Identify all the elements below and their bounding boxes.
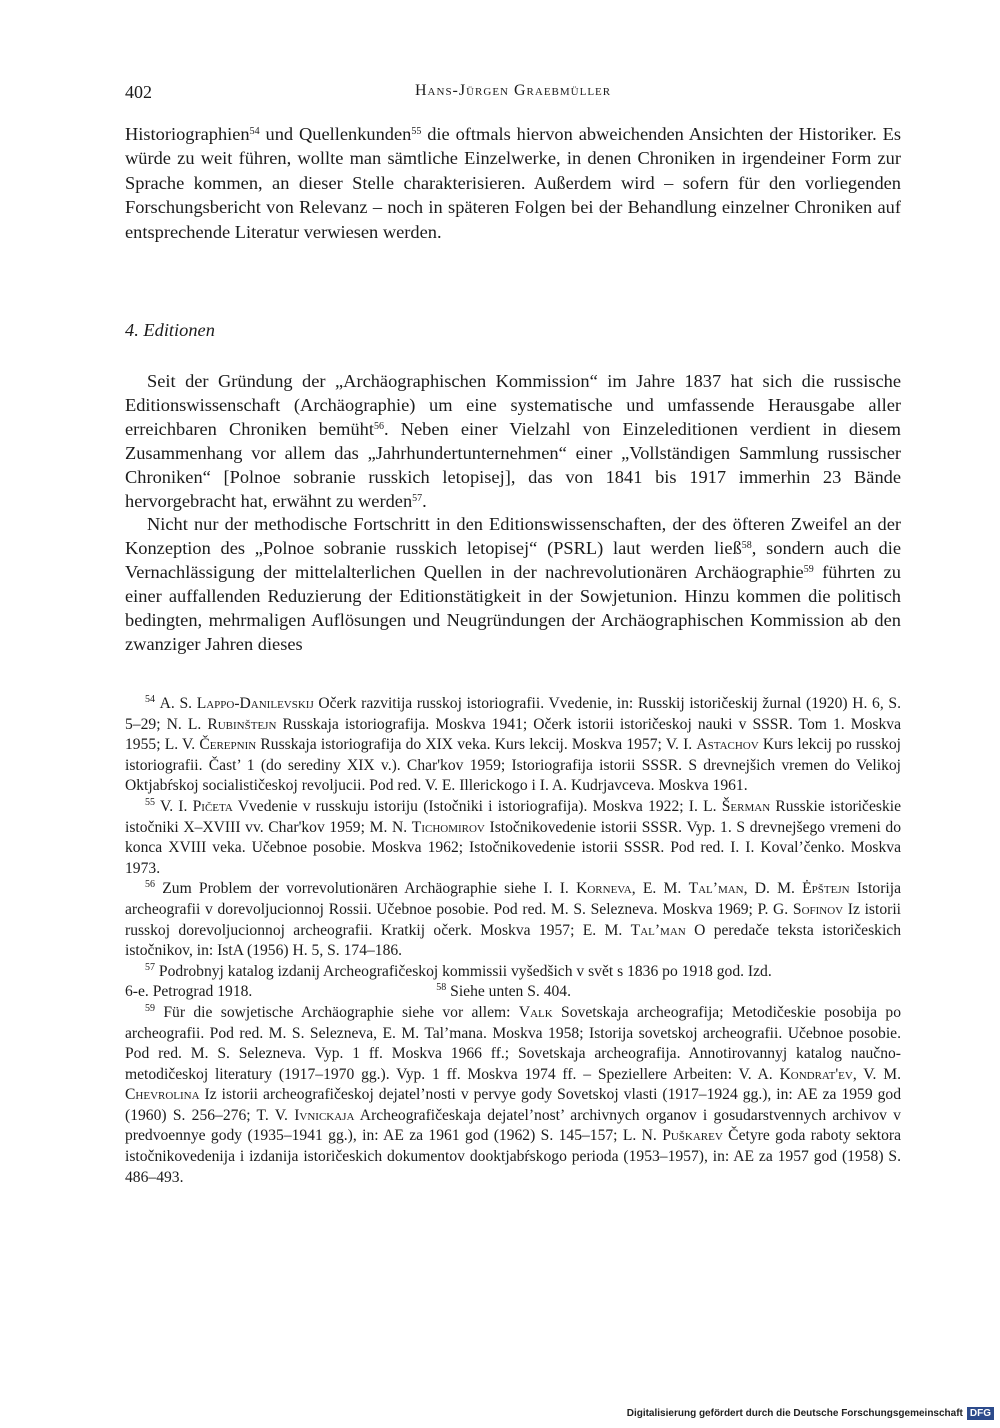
dfg-banner-text: Digitalisierung gefördert durch die Deutsche Forschungsgemeinschaft [626, 1407, 963, 1419]
footnote-ref[interactable]: 56 [373, 420, 384, 432]
footnote-57-58-row: 6-e. Petrograd 1918. $^{58}$ Siehe unten S. 404. [125, 982, 901, 1003]
footnote-57: $^{57}$ Podrobnyj katalog izdanij Archeografičeskoj kommissii vyšedšich v svět s 1836 po 1918 god. Izd. [145, 961, 772, 980]
running-head: Hans-Jürgen Graebmüller [415, 82, 612, 99]
intro-paragraph: Historiographien$^{54}$ und Quellenkunden$^{55}$ die oftmals hiervon abweichenden Ansichten der Historiker. Es würde zu weit führen, wollte man sämtliche Einzelwerke, in denen Chroniken in irgendeiner Form zur Sprache kommen, an dieser Stelle charakterisieren. Außerdem wird – sofern für den vorliegenden Forschungsbericht von Relevanz – noch in späteren Folgen bei der Behandlung einzelner Chroniken auf entsprechende Literatur verwiesen werden. [125, 124, 901, 242]
footnotes [125, 694, 901, 1188]
paragraph: Seit der Gründung der „Archäographischen Kommission“ im Jahre 1837 hat sich die russische Editionswissenschaft (Archäographie) um eine systematische und umfassende Herausgabe aller erreichbaren Chroniken bemüht$^{56}$. Neben einer Vielzahl von Einzeleditionen verdient in diesem Zusammenhang vor allem das „Jahrhundertunternehmen“ einer „Vollständigen Sammlung russischer Chroniken“ [Polnoe sobranie russkich letopisej], das von 1841 bis 1917 immerhin 23 Bände hervorgebracht hat, erwähnt zu werden$^{57}$. [125, 371, 901, 511]
paragraph: Nicht nur der methodische Fortschritt in den Editionswissenschaften, der des öfteren Zweifel an der Konzeption des „Polnoe sobranie russkich letopisej“ (PSRL) laut werden ließ$^{58}$, sondern auch die Vernachlässigung der mittelalterlichen Quellen in der nachrevolutionären Archäographie$^{59}$ führten zu einer auffallenden Reduzierung der Editionstätigkeit in der Sowjetunion. Hinzu kommen die politisch bedingten, mehrmaligen Auflösungen und Neugründungen der Archäographischen Kommission ab den zwanziger Jahren dieses [125, 514, 901, 654]
section-heading: 4. Editionen [125, 320, 215, 340]
footnote-ref[interactable]: 54 [249, 126, 260, 137]
footnote-54: $^{54}$ A. S. Lappo-Danilevskij Očerk razvitija russkoj istoriografii. Vvedenie, in: Russkij istoričeskij žurnal (1920) H. 6, S. 5–29; N. L. Rubinštejn Russkaja istoriografija. Moskva 1941; Očerk istorii istoričeskoj nauki v SSSR. Tom 1. Moskva 1955; L. V. Čerepnin Russkaja istoriografija do XIX veka. Kurs lekcij. Moskva 1957; V. I. Astachov Kurs lekcij po russkoj istoriografii. Čast’ 1 (do serediny XIX v.). Char'kov 1959; Istoriografija istorii SSSR. S drevnejšich vremen do Velikoj Oktjabŕskoj socialističeskoj revoljucii. Pod red. V. E. Illerickogo i I. A. Kudrjavceva. Moskva 1961. [125, 694, 901, 795]
footnote-55: $^{55}$ V. I. Pičeta Vvedenie v russkuju istoriju (Istočniki i istoriografija). Moskva 1922; I. L. Šerman Russkie istoričeskie istočniki X–XVIII vv. Char'kov 1959; M. N. Tichomirov Istočnikovedenie istorii SSSR. Vyp. 1. S drevnejšego vremeni do konca XVIII veka. Učebnoe posobie. Moskva 1962; Istočnikovedenie istorii SSSR. Pod red. I. I. Koval’čenko. Moskva 1973. [125, 796, 902, 877]
footnote-59: $^{59}$ Für die sowjetische Archäographie siehe vor allem: Valk Sovetskaja archeografija; Metodičeskie posobija po archeografii. Pod red. M. S. Selezneva, E. M. Tal’mana. Moskva 1958; Istorija sovetskoj archeografii. Učebnoe posobie. Pod red. M. S. Selezneva. Vyp. 1 ff. Moskva 1966 ff.; Sovetskaja archeografija. Annotirovannyj katalog naučno-metodičeskoj literatury (1917–1970 gg.). Vyp. 1 ff. Moskva 1974 ff. – Speziellere Arbeiten: V. A. Kondrat'ev, V. M. Chevrolina Iz istorii archeografičeskoj dejatel’nosti v pervye gody Sovetskoj vlasti (1917–1924 gg.), in: AE za 1959 god (1960) S. 256–276; T. V. Ivnickaja Archeografičeskaja dejatel’nost’ archivnych organov i gosudarstvennych archivov v predvoennye gody (1935–1941 gg.), in: AE za 1961 god (1962) S. 145–157; L. N. Puškarev Četyre goda raboty sektora istočnikovedenija i izdanija istoričeskich dokumentov dooktjabŕskogo perioda (1953–1957), in: AE za 1957 god (1958) S. 486–493. [125, 1002, 902, 1186]
footnote-58: $^{58}$ Siehe unten S. 404. [436, 982, 571, 1001]
section-body [125, 370, 901, 657]
page-number: 402 [125, 82, 152, 102]
footnote-ref[interactable]: 57 [412, 492, 423, 504]
footnote-ref[interactable]: 55 [411, 126, 422, 137]
footnote-ref[interactable]: 59 [803, 564, 814, 576]
footnote-56: $^{56}$ Zum Problem der vorrevolutionären Archäographie siehe I. I. Korneva, E. M. Tal’man, D. M. Ėpštejn Istorija archeografii v dorevoljucionnoj Rossii. Učebnoe posobie. Pod red. M. S. Selezneva. Moskva 1969; P. G. Sofinov Iz istorii russkoj dorevoljucionnoj archeografii. Kratkij očerk. Moskva 1957; E. M. Tal’man O peredače teksta istoričeskich istočnikov, in: IstA (1956) H. 5, S. 174–186. [125, 879, 902, 960]
footnote-ref[interactable]: 58 [741, 540, 752, 552]
page-header [125, 82, 901, 108]
dfg-logo-icon: DFG [967, 1407, 994, 1420]
dfg-banner [627, 1404, 994, 1422]
